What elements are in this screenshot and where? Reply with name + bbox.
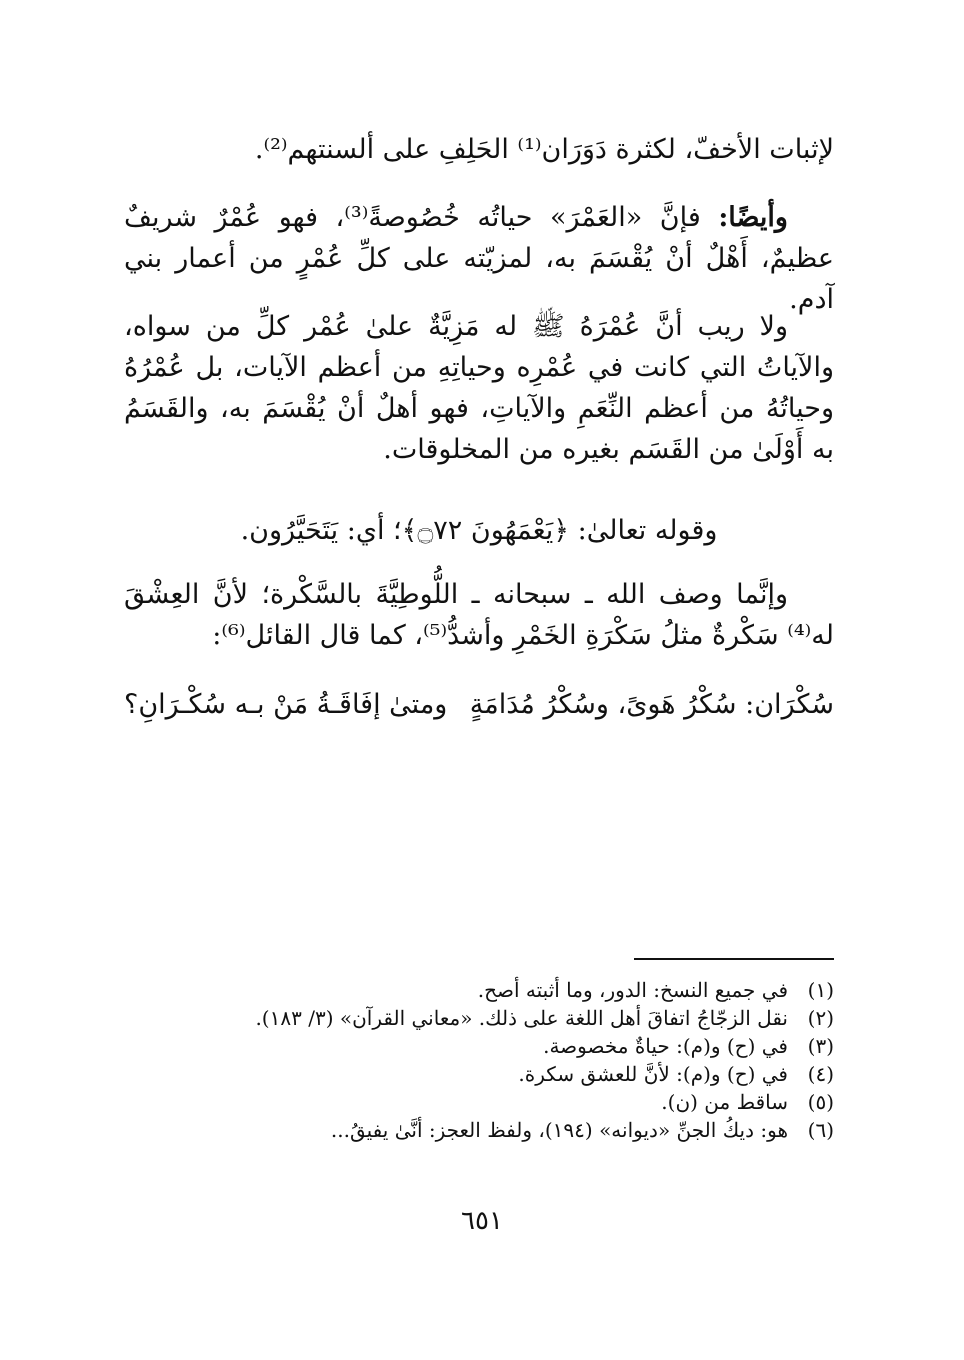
footnote-number: (١): [807, 978, 834, 1002]
paragraph-5-text: وإنَّما وصف الله ـ سبحانه ـ اللُّوطِيَّةَ بالسَّكْرة؛ لأنَّ العِشْقَ له⁽⁴⁾ سَكْرةٌ مثلُ سَكْرَةِ الخَمْرِ وأشدُّ⁽⁵⁾، كما قال القائل⁽⁶⁾:: [124, 579, 834, 651]
footnote: [114, 1088, 834, 1116]
footnote: [114, 976, 834, 1004]
footnote-text: في (ح) و(م): لأنَّ للعشق سكرة.: [518, 1062, 788, 1086]
footnote-text: ساقط من (ن).: [661, 1090, 788, 1114]
footnote-text: نقل الزجّاجُ اتفاقَ أهل اللغة على ذلك. «معاني القرآن» (٣/ ١٨٣).: [255, 1006, 788, 1030]
footnote-number: (٥): [807, 1090, 834, 1114]
footnote-number: (٦): [807, 1118, 834, 1142]
footnote-text: في جميع النسخ: الدور، وما أثبته أصح.: [477, 978, 788, 1002]
paragraph-4-text: وقوله تعالىٰ: ﴿يَعْمَهُونَ ۝٧٢﴾؛ أي: يَتَحَيَّرُون.: [240, 515, 718, 546]
footnote-text: في (ح) و(م): حياةٌ مخصوصة.: [543, 1034, 788, 1058]
paragraph-1: [124, 129, 834, 170]
paragraph-3: [124, 306, 834, 470]
page-number: ٦٥١: [461, 1206, 503, 1236]
paragraph-5: [124, 574, 834, 656]
footnote: [114, 1116, 834, 1144]
verse-first-hemistich: سُكْرَان: سُكْرُ هَوىً، وسُكْرُ مُدَامَةٍ: [469, 689, 834, 720]
footnote-text: هو: ديكُ الجنِّ «ديوانه» (١٩٤)، ولفظ العجز: أنَّىٰ يفيقُ...: [330, 1118, 788, 1142]
footnotes: [114, 976, 834, 1144]
footnote-divider: [634, 958, 834, 960]
footnote-number: (٣): [807, 1034, 834, 1058]
verse-second-hemistich: ومتىٰ إفَاقَـةُ مَنْ بـه سُكْـرَانِ؟: [124, 689, 448, 720]
paragraph-2-lead: وأيضًا:: [718, 202, 788, 233]
footnote-number: (٢): [807, 1006, 834, 1030]
footnote-number: (٤): [807, 1062, 834, 1086]
paragraph-3-text: ولا ريب أنَّ عُمْرَهُ ﷺ له مَزِيَّةٌ علىٰ عُمْر كلِّ من سواه، والآياتُ التي كانت في عُمْرِه وحياتِهِ من أعظم الآيات، بل عُمْرُهُ وحياتُهُ من أعظم النِّعَمِ والآياتِ، فهو أهلٌ أنْ يُقْسَمَ به، والقَسَمُ به أَوْلَىٰ من القَسَم بغيره من المخلوقات.: [124, 311, 834, 465]
paragraph-2-text: فإنَّ «العَمْرَ» حياتُه خُصُوصةً⁽³⁾، فهو عُمْرٌ شريفٌ عظيمٌ، أَهْلٌ أنْ يُقْسَمَ به، لمزيّته على كلِّ عُمْرٍ من أعمار بني آدم.: [124, 202, 834, 315]
paragraph-2: [124, 197, 834, 320]
footnote: [114, 1004, 834, 1032]
footnote: [114, 1060, 834, 1088]
paragraph-4: [124, 510, 834, 551]
footnote: [114, 1032, 834, 1060]
paragraph-1-text: لإثبات الأخفّ، لكثرة دَوَرَان⁽¹⁾ الحَلِفِ على ألسنتهم⁽²⁾.: [254, 134, 834, 165]
